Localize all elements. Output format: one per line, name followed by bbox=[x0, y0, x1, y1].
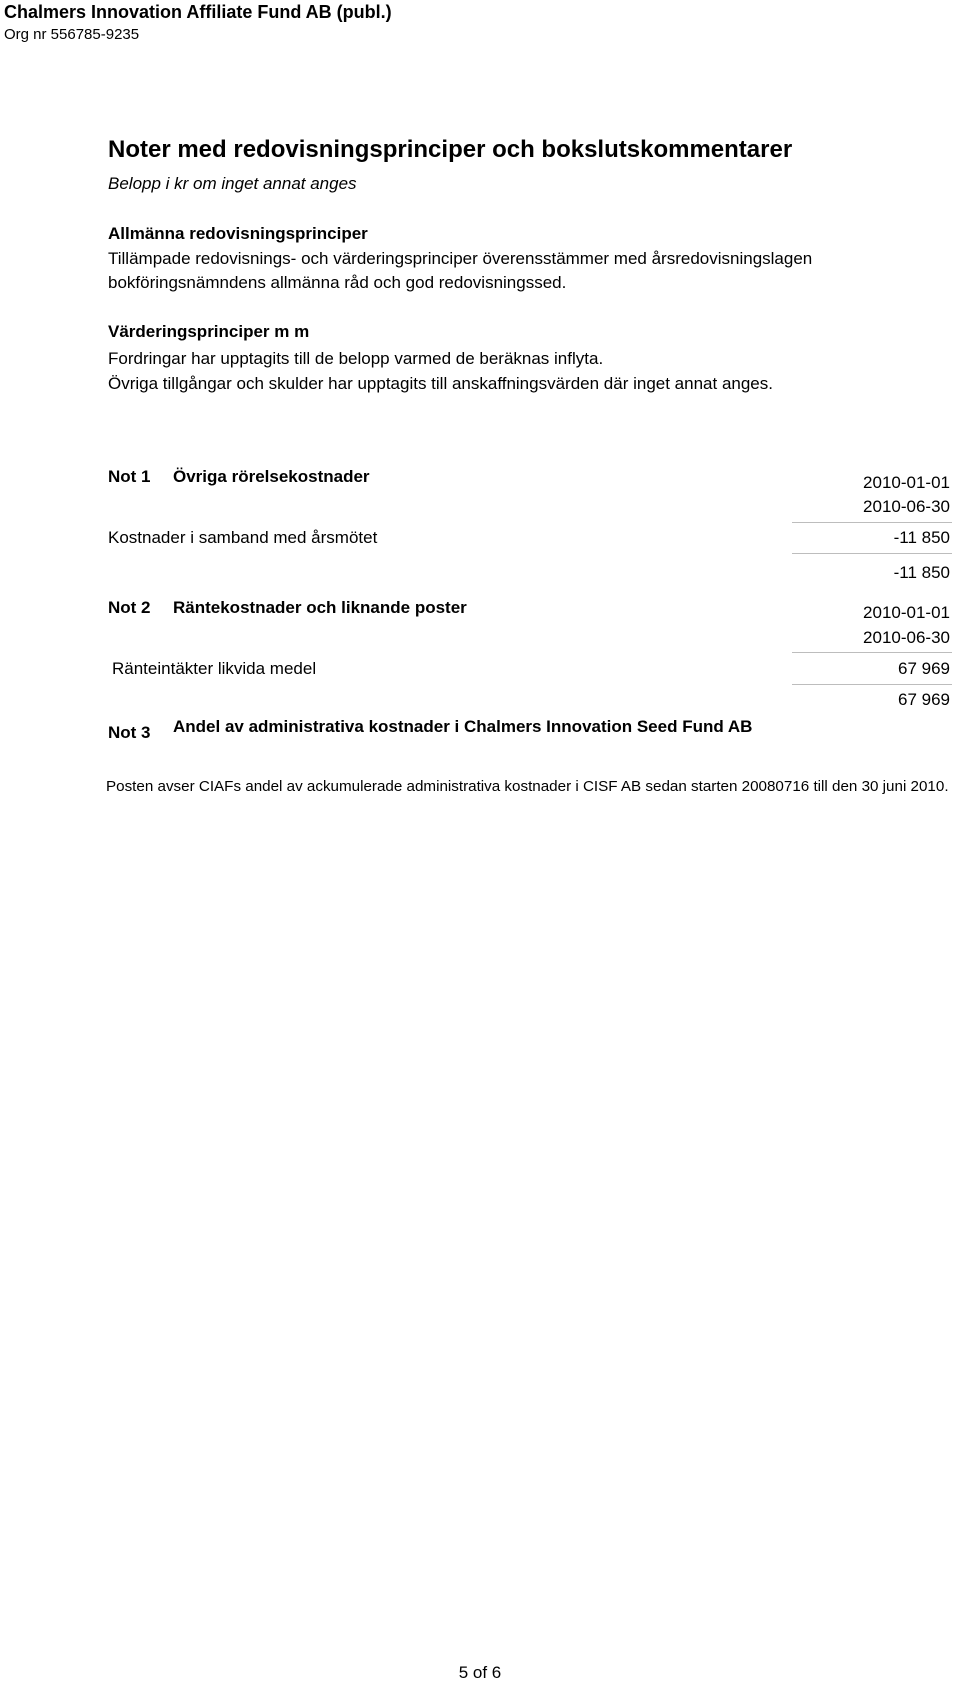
valuation-principles-line-1: Fordringar har upptagits till de belopp varmed de beräknas inflyta. bbox=[108, 349, 604, 368]
note-2-row-label: Ränteintäkter likvida medel bbox=[112, 659, 317, 678]
note-2-period-end: 2010-06-30 bbox=[863, 628, 950, 647]
note-1-number: Not 1 bbox=[108, 467, 151, 486]
note-1-title: Övriga rörelsekostnader bbox=[173, 467, 370, 486]
note-2-total: 67 969 bbox=[898, 690, 950, 709]
note-2-title: Räntekostnader och liknande poster bbox=[173, 598, 467, 617]
note-1-period-start: 2010-01-01 bbox=[863, 473, 950, 492]
page-subtitle: Belopp i kr om inget annat anges bbox=[108, 174, 357, 193]
note-3-text: Posten avser CIAFs andel av ackumulerade administrativa kostnader i CISF AB sedan starten 20080716 till den 30 juni 2010. bbox=[106, 778, 949, 795]
company-name: Chalmers Innovation Affiliate Fund AB (publ.) bbox=[4, 2, 392, 22]
note-2-period-start: 2010-01-01 bbox=[863, 603, 950, 622]
valuation-principles-line-2: Övriga tillgångar och skulder har upptagits till anskaffningsvärden där inget annat anges. bbox=[108, 374, 773, 393]
note-1-row-label: Kostnader i samband med årsmötet bbox=[108, 528, 378, 547]
general-principles-heading: Allmänna redovisningsprinciper bbox=[108, 224, 368, 243]
note-2-number: Not 2 bbox=[108, 598, 151, 617]
note-3-title: Andel av administrativa kostnader i Chalmers Innovation Seed Fund AB bbox=[173, 717, 753, 736]
note-1-period-end: 2010-06-30 bbox=[863, 497, 950, 516]
valuation-principles-heading: Värderingsprinciper m m bbox=[108, 322, 310, 341]
page-title: Noter med redovisningsprinciper och bokslutskommentarer bbox=[108, 136, 793, 163]
note-2-header-rule bbox=[792, 652, 952, 653]
note-1-total: -11 850 bbox=[893, 563, 950, 582]
note-1-row-value: -11 850 bbox=[893, 528, 950, 547]
note-1-sum-rule bbox=[792, 553, 952, 554]
note-2-sum-rule bbox=[792, 684, 952, 685]
note-1-header-rule bbox=[792, 522, 952, 523]
page-number: 5 of 6 bbox=[458, 1663, 502, 1682]
general-principles-line-2: bokföringsnämndens allmänna råd och god redovisningssed. bbox=[108, 273, 567, 292]
note-3-number: Not 3 bbox=[108, 723, 151, 742]
org-number: Org nr 556785-9235 bbox=[4, 26, 140, 43]
note-2-row-value: 67 969 bbox=[898, 659, 950, 678]
general-principles-line-1: Tillämpade redovisnings- och värderingsprinciper överensstämmer med årsredovisningslagen bbox=[108, 249, 813, 268]
